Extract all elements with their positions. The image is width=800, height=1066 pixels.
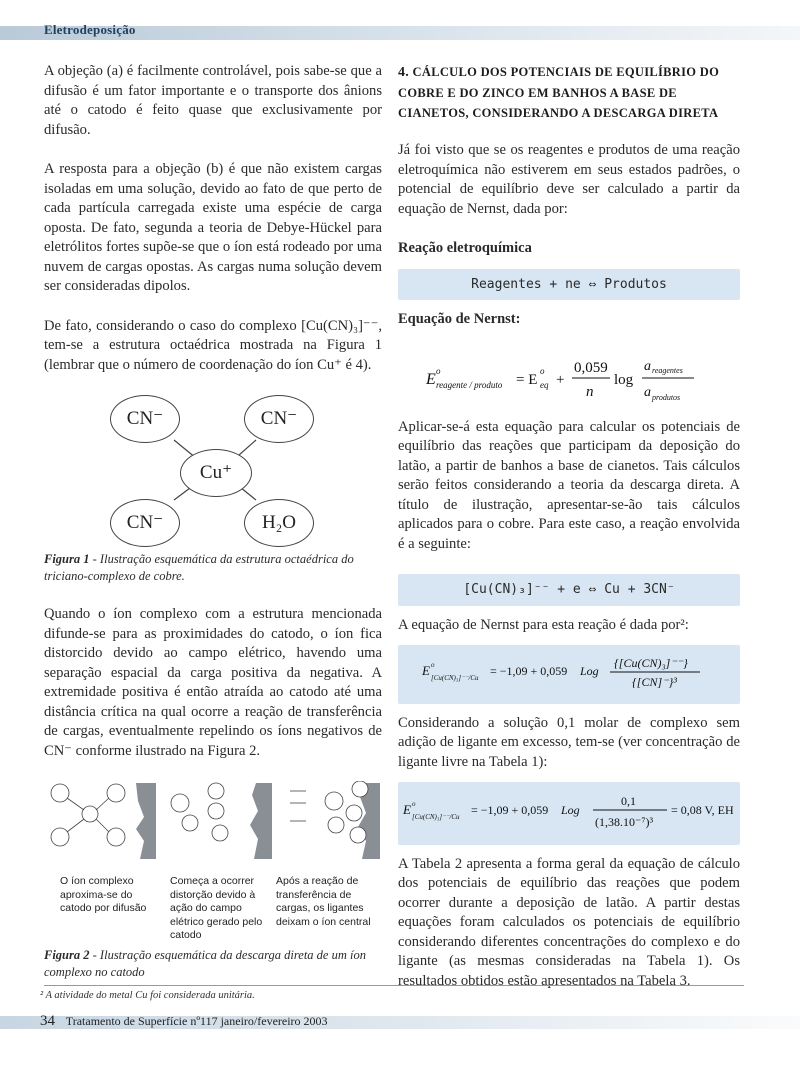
svg-text:E: E bbox=[422, 663, 430, 678]
figure-2-label-c: Após a reação de transferência de cargas, os ligantes deixam o íon central bbox=[276, 875, 371, 928]
figure-2-caption bbox=[44, 947, 382, 981]
svg-text:0,1: 0,1 bbox=[621, 794, 636, 808]
ligand-cn-bottom-left: CN⁻ bbox=[110, 499, 180, 547]
paragraph: Aplicar-se-á esta equação para calcular os potenciais de equilíbrio das reações que participam da deposição do latão, a partir de banhos a base de cianetos. Tais cálculos serão feitos considerando a teoria da descarga direta. A título de ilustração, apresentar-se-ão tais cálculos aplicados para o cobre. Para este caso, a reação envolvida é a seguinte: bbox=[398, 418, 740, 552]
ligand-h2o: H₂O bbox=[244, 499, 314, 547]
paragraph: A equação de Nernst para esta reação é dada por²: bbox=[398, 616, 689, 633]
page-footer bbox=[40, 1013, 328, 1030]
footnote-rule bbox=[44, 985, 744, 986]
footnote: ² A atividade do metal Cu foi considerada unitária. bbox=[40, 990, 255, 1001]
svg-text:reagente / produto: reagente / produto bbox=[436, 379, 503, 390]
figure-1-diagram bbox=[44, 395, 382, 545]
ligand-cn-top-right: CN⁻ bbox=[244, 395, 314, 443]
nernst-copper-numeric-formula bbox=[399, 786, 739, 834]
svg-text:a: a bbox=[644, 384, 651, 400]
page-number: 34 bbox=[40, 1013, 55, 1029]
paragraph: A resposta para a objeção (b) é que não existem cargas isoladas em uma solução, devido ao fato de que perto de cada partícula carregada existe uma espécie de carga oposta. De fato, segunda a teoria de Debye-Hückel para eletrólitos fortes supõe-se que o íon está rodeado por uma nuvem de cargas opostas. As cargas numa solução devem ser consideradas dipolos. bbox=[44, 161, 382, 294]
paragraph: Considerando a solução 0,1 molar de complexo sem adição de ligante em excesso, tem-se (ver concentração de ligante livre na Tabela 1): bbox=[398, 714, 740, 770]
svg-text:reagentes: reagentes bbox=[652, 365, 683, 375]
svg-text:+: + bbox=[556, 371, 565, 388]
svg-text:[Cu(CN)₃]⁻⁻/Cu: [Cu(CN)₃]⁻⁻/Cu bbox=[412, 813, 460, 821]
svg-text:o: o bbox=[431, 661, 435, 669]
svg-text:Log: Log bbox=[561, 803, 580, 817]
copper-ion: Cu⁺ bbox=[180, 449, 252, 497]
svg-text:E: E bbox=[426, 370, 436, 388]
caption-label: Figura 1 bbox=[44, 552, 90, 566]
reaction-equation: Reagentes + ne ⇔ Produtos bbox=[398, 269, 740, 301]
journal-info: Tratamento de Superfície nº117 janeiro/fevereiro 2003 bbox=[65, 1014, 328, 1028]
figure-2-drawing bbox=[44, 781, 382, 863]
nernst-equation bbox=[398, 340, 740, 410]
svg-text:o: o bbox=[412, 800, 416, 808]
svg-text:eq: eq bbox=[540, 379, 549, 390]
svg-text:o: o bbox=[540, 365, 545, 376]
svg-text:{[Cu(CN)₃]⁻⁻}: {[Cu(CN)₃]⁻⁻} bbox=[614, 656, 688, 670]
paragraph: Quando o íon complexo com a estrutura mencionada difunde-se para as proximidades do catodo, o íon fica distorcido devido ao campo elétrico, havendo uma separação espacial da carga positiva da negativa. A extremidade positiva é então atraída ao catodo até uma distância crítica na qual ocorre a reação de transferência de cargas, eventualmente repelindo os íons negativos de CN⁻ conforme ilustrado na Figura 2. bbox=[44, 606, 382, 759]
svg-text:Log: Log bbox=[580, 664, 599, 678]
figure-2-diagram bbox=[44, 781, 382, 941]
svg-text:[Cu(CN)₃]⁻⁻/Cu: [Cu(CN)₃]⁻⁻/Cu bbox=[431, 674, 479, 682]
figure-1-caption bbox=[44, 551, 382, 585]
running-header: Eletrodeposição bbox=[44, 22, 136, 37]
svg-text:= E: = E bbox=[516, 371, 538, 388]
svg-text:= 0,08 V, EH: = 0,08 V, EH bbox=[671, 803, 734, 817]
svg-text:0,059: 0,059 bbox=[574, 359, 608, 376]
ligand-cn-top-left: CN⁻ bbox=[110, 395, 180, 443]
nernst-label: Equação de Nernst: bbox=[398, 311, 521, 327]
svg-text:log: log bbox=[614, 371, 634, 388]
right-column bbox=[398, 62, 740, 1011]
left-column bbox=[44, 62, 382, 1001]
caption-label: Figura 2 bbox=[44, 948, 90, 962]
svg-text:produtos: produtos bbox=[652, 392, 681, 402]
svg-text:(1,38.10⁻⁷)³: (1,38.10⁻⁷)³ bbox=[595, 815, 654, 829]
figure-2-label-b: Começa a ocorrer distorção devido à ação do campo elétrico gerado pelo catodo bbox=[170, 875, 263, 941]
svg-text:E: E bbox=[403, 802, 411, 817]
svg-text:{[CN]⁻}³: {[CN]⁻}³ bbox=[632, 675, 677, 689]
nernst-copper-equation bbox=[398, 645, 740, 704]
paragraph: A objeção (a) é facilmente controlável, pois sabe-se que a difusão é um fator importante e o transporte dos ânions até o catodo é feito quase que exclusivamente por difusão. bbox=[44, 63, 382, 138]
section-heading bbox=[398, 62, 740, 123]
caption-text: - Ilustração esquemática da descarga direta de um íon complexo no catodo bbox=[44, 948, 366, 979]
paragraph: Já foi visto que se os reagentes e produtos de uma reação eletroquímica não estiverem em seus estados padrões, o potencial de equilíbrio deve ser calculado a partir da equação de Nernst, dada por: bbox=[398, 142, 740, 217]
paragraph: A Tabela 2 apresenta a forma geral da equação de cálculo dos potenciais de equilíbrio das reações que podem ocorrer durante a deposição de latão. A partir destas equações foram calculados os potenciais de equilíbrio considerando diferentes concentrações do complexo e do ligante (as mesmas consideradas na Tabela 1). Os resultados obtidos estão apresentados na Tabela 3. bbox=[398, 855, 740, 989]
svg-text:a: a bbox=[644, 358, 651, 374]
section-title: CÁLCULO DOS POTENCIAIS DE EQUILÍBRIO DO COBRE E DO ZINCO EM BANHOS A BASE DE CIANETOS, CONSIDERANDO A DESCARGA DIRETA bbox=[398, 65, 720, 120]
reaction-label: Reação eletroquímica bbox=[398, 240, 532, 256]
paragraph: De fato, considerando o caso do complexo [Cu(CN)₃]⁻⁻, tem-se a estrutura octaédrica mostrada na Figura 1 (lembrar que o número de coordenação do íon Cu⁺ é 4). bbox=[44, 317, 382, 373]
copper-reaction-equation: [Cu(CN)₃]⁻⁻ + e ⇔ Cu + 3CN⁻ bbox=[398, 574, 740, 606]
svg-text:o: o bbox=[436, 365, 441, 376]
figure-2-label-a: O íon complexo aproxima-se do catodo por difusão bbox=[60, 875, 147, 914]
section-number: 4. bbox=[398, 65, 410, 80]
svg-text:n: n bbox=[586, 383, 594, 400]
caption-text: - Ilustração esquemática da estrutura octaédrica do triciano-complexo de cobre. bbox=[44, 552, 354, 583]
svg-text:= −1,09 + 0,059: = −1,09 + 0,059 bbox=[471, 803, 549, 817]
nernst-copper-formula bbox=[404, 649, 734, 693]
nernst-copper-numeric bbox=[398, 782, 740, 845]
svg-text:= −1,09 + 0,059: = −1,09 + 0,059 bbox=[490, 664, 568, 678]
